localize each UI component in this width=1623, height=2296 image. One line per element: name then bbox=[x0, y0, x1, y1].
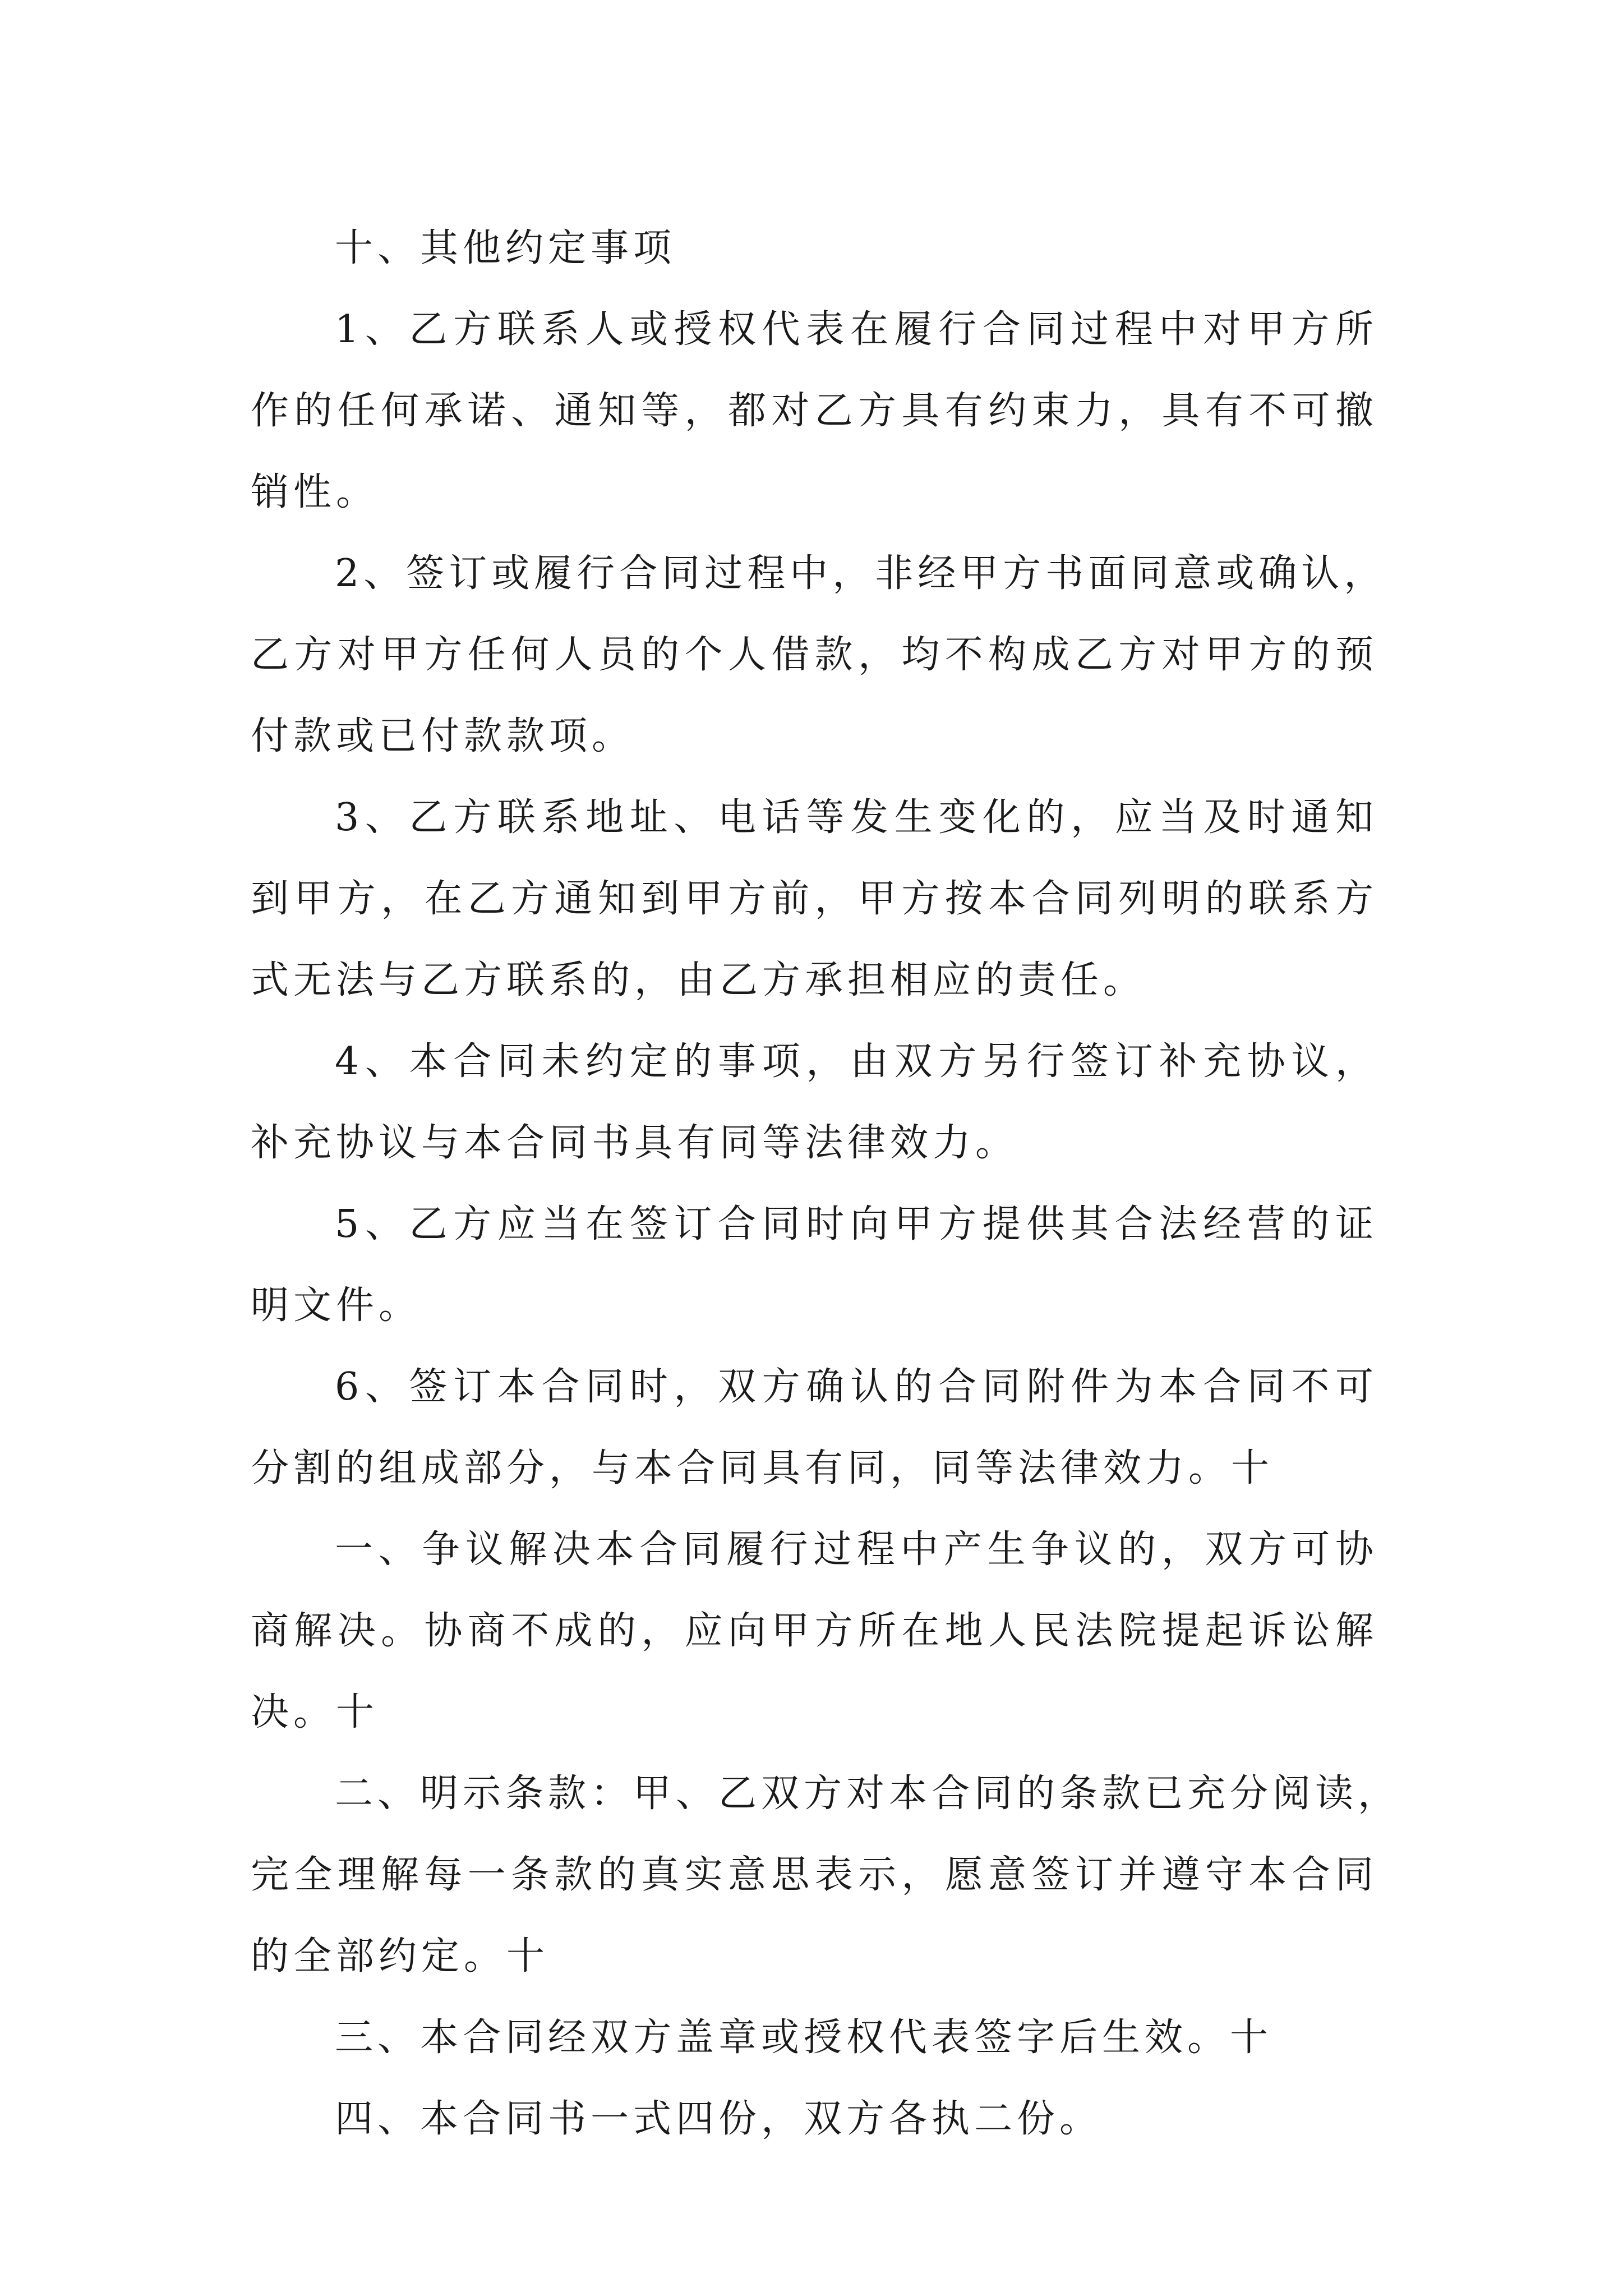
text-line: 完全理解每一条款的真实意思表示，愿意签订并遵守本合同 bbox=[251, 1853, 1378, 1897]
text-line: 乙方对甲方任何人员的个人借款，均不构成乙方对甲方的预 bbox=[251, 633, 1378, 677]
text-line: 明文件。 bbox=[251, 1283, 422, 1328]
text-line: 作的任何承诺、通知等，都对乙方具有约束力，具有不可撤 bbox=[251, 389, 1378, 433]
text-line: 3、乙方联系地址、电话等发生变化的，应当及时通知 bbox=[335, 795, 1378, 840]
text-line: 二、明示条款：甲、乙双方对本合同的条款已充分阅读， bbox=[335, 1772, 1401, 1816]
text-line: 分割的组成部分，与本合同具有同，同等法律效力。十 bbox=[251, 1446, 1274, 1490]
text-line: 十、其他约定事项 bbox=[335, 226, 676, 270]
text-line: 式无法与乙方联系的，由乙方承担相应的责任。 bbox=[251, 958, 1146, 1002]
text-line: 1、乙方联系人或授权代表在履行合同过程中对甲方所 bbox=[335, 307, 1378, 352]
text-line: 补充协议与本合同书具有同等法律效力。 bbox=[251, 1121, 1018, 1165]
text-line: 到甲方，在乙方通知到甲方前，甲方按本合同列明的联系方 bbox=[251, 877, 1378, 921]
text-line: 三、本合同经双方盖章或授权代表签字后生效。十 bbox=[335, 2016, 1273, 2060]
text-line: 付款或已付款款项。 bbox=[251, 714, 635, 758]
text-line: 5、乙方应当在签订合同时向甲方提供其合法经营的证 bbox=[335, 1202, 1378, 1246]
text-line: 一、争议解决本合同履行过程中产生争议的，双方可协 bbox=[335, 1527, 1378, 1572]
text-line: 销性。 bbox=[251, 470, 379, 514]
text-line: 四、本合同书一式四份，双方各执二份。 bbox=[335, 2097, 1103, 2141]
text-line: 4、本合同未约定的事项，由双方另行签订补充协议， bbox=[335, 1039, 1378, 1084]
text-line: 2、签订或履行合同过程中，非经甲方书面同意或确认， bbox=[335, 551, 1387, 596]
document-body bbox=[251, 208, 1401, 2160]
text-line: 决。十 bbox=[251, 1690, 379, 1734]
text-line: 的全部约定。十 bbox=[251, 1934, 550, 1978]
text-line: 6、签订本合同时，双方确认的合同附件为本合同不可 bbox=[335, 1365, 1378, 1409]
text-line: 商解决。协商不成的，应向甲方所在地人民法院提起诉讼解 bbox=[251, 1609, 1378, 1653]
